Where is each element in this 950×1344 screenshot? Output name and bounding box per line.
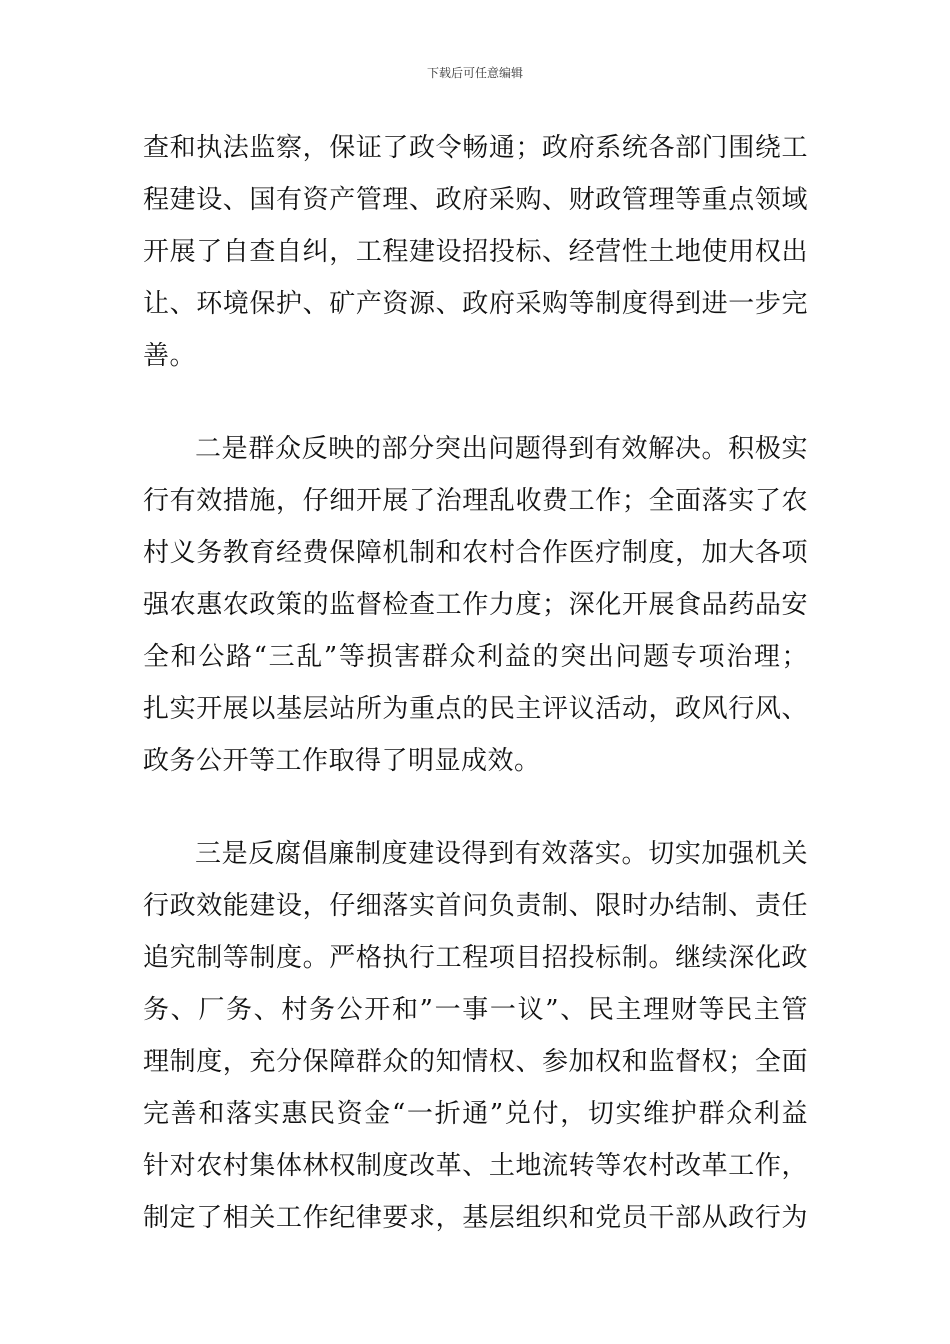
text-line: 完善和落实惠民资金“一折通”兑付，切实维护群众利益 <box>143 1099 808 1129</box>
text-line: 强农惠农政策的监督检查工作力度；深化开展食品药品安 <box>143 590 808 620</box>
text-line: 政务公开等工作取得了明显成效。 <box>143 746 541 776</box>
text-line: 行有效措施，仔细开展了治理乱收费工作；全面落实了农 <box>143 486 808 516</box>
text-line: 针对农村集体林权制度改革、土地流转等农村改革工作， <box>143 1151 808 1181</box>
text-line: 善。 <box>143 341 197 371</box>
text-line: 全和公路“三乱”等损害群众利益的突出问题专项治理； <box>143 642 808 672</box>
text-line: 理制度，充分保障群众的知情权、参加权和监督权；全面 <box>143 1047 808 1077</box>
paragraph-1 <box>143 122 808 382</box>
text-line: 三是反腐倡廉制度建设得到有效落实。切实加强机关 <box>195 839 808 869</box>
text-line: 程建设、国有资产管理、政府采购、财政管理等重点领域 <box>143 185 808 215</box>
text-line: 村义务教育经费保障机制和农村合作医疗制度，加大各项 <box>143 538 808 568</box>
text-line: 查和执法监察，保证了政令畅通；政府系统各部门围绕工 <box>143 133 808 163</box>
text-line: 务、厂务、村务公开和”一事一议”、民主理财等民主管 <box>143 995 808 1025</box>
paragraph-2 <box>143 423 808 787</box>
text-line: 追究制等制度。严格执行工程项目招投标制。继续深化政 <box>143 943 808 973</box>
page-header: 下载后可任意编辑 <box>426 66 523 80</box>
text-line: 扎实开展以基层站所为重点的民主评议活动，政风行风、 <box>143 694 808 724</box>
paragraph-3 <box>143 828 808 1244</box>
text-line: 二是群众反映的部分突出问题得到有效解决。积极实 <box>195 434 808 464</box>
text-line: 让、环境保护、矿产资源、政府采购等制度得到进一步完 <box>143 289 808 319</box>
text-line: 制定了相关工作纪律要求，基层组织和党员干部从政行为 <box>143 1203 808 1233</box>
text-line: 行政效能建设，仔细落实首问负责制、限时办结制、责任 <box>143 891 808 921</box>
text-line: 开展了自查自纠，工程建设招投标、经营性土地使用权出 <box>143 237 808 267</box>
